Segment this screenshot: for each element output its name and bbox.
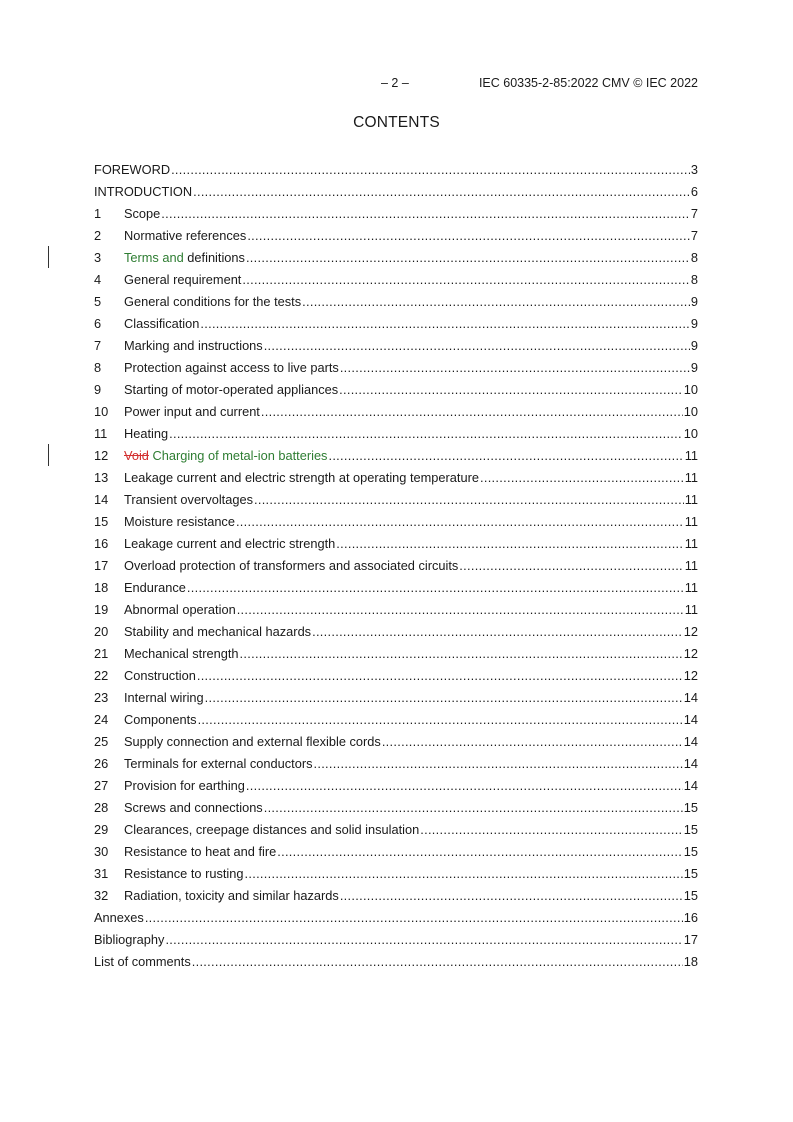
inserted-text: Charging of metal-ion batteries: [148, 447, 328, 463]
toc-entry-page: 14: [683, 689, 698, 705]
dot-leader: [192, 954, 683, 969]
toc-entry-title: Construction: [124, 667, 196, 683]
toc-entry-page: 7: [690, 227, 698, 243]
change-bar: [48, 246, 49, 268]
toc-entry-page: 15: [683, 865, 698, 881]
toc-entry-page: 11: [684, 447, 698, 463]
change-bar: [48, 444, 49, 466]
toc-entry-title: Transient overvoltages: [124, 491, 253, 507]
toc-entry-title: Radiation, toxicity and similar hazards: [124, 887, 339, 903]
dot-leader: [313, 756, 682, 771]
toc-entry-title: General conditions for the tests: [124, 293, 302, 309]
toc-entry-number: 25: [94, 733, 109, 749]
toc-entry-page: 8: [690, 249, 698, 265]
toc-entry-title: Moisture resistance: [124, 513, 235, 529]
dot-leader: [312, 624, 683, 639]
toc-entry[interactable]: [94, 774, 698, 796]
toc-entry-page: 9: [690, 359, 698, 375]
toc-entry-number: 28: [94, 799, 109, 815]
toc-entry-title: Supply connection and external flexible cords: [124, 733, 381, 749]
dot-leader: [340, 360, 690, 375]
toc-entry[interactable]: [94, 532, 698, 554]
toc-entry-page: 11: [684, 579, 698, 595]
toc-entry-number: 18: [94, 579, 109, 595]
dot-leader: [261, 404, 683, 419]
toc-entry-page: 9: [690, 337, 698, 353]
toc-entry-number: 7: [94, 337, 102, 353]
toc-entry[interactable]: [94, 158, 698, 180]
toc-entry[interactable]: [94, 664, 698, 686]
dot-leader: [340, 888, 683, 903]
toc-entry[interactable]: [94, 708, 698, 730]
toc-entry-title: Stability and mechanical hazards: [124, 623, 312, 639]
toc-entry[interactable]: [94, 312, 698, 334]
toc-entry-number: 24: [94, 711, 109, 727]
toc-entry-title: [124, 448, 327, 463]
toc-entry-number: 17: [94, 557, 109, 573]
dot-leader: [242, 272, 690, 287]
toc-entry[interactable]: [94, 818, 698, 840]
toc-entry-page: 11: [684, 557, 698, 573]
toc-entry-number: 21: [94, 645, 109, 661]
toc-entry[interactable]: [94, 400, 698, 422]
toc-entry-title: Mechanical strength: [124, 645, 239, 661]
dot-leader: [193, 184, 690, 199]
toc-entry-page: 10: [683, 381, 698, 397]
toc-entry-number: 15: [94, 513, 109, 529]
toc-entry-number: 27: [94, 777, 109, 793]
toc-entry-title: Components: [124, 711, 197, 727]
toc-entry-page: 15: [683, 843, 698, 859]
toc-entry-number: 30: [94, 843, 109, 859]
dot-leader: [245, 866, 683, 881]
dot-leader: [161, 206, 690, 221]
toc-entry-page: 8: [690, 271, 698, 287]
toc-entry-title: Overload protection of transformers and associated circuits: [124, 557, 459, 573]
document-title: IEC 60335-2-85:2022 CMV © IEC 2022: [478, 76, 698, 90]
title-text: definitions: [183, 249, 245, 265]
toc-entry-page: 17: [683, 931, 698, 947]
toc-entry-number: 26: [94, 755, 109, 771]
page-header: [0, 76, 698, 92]
toc-entry[interactable]: [94, 730, 698, 752]
dot-leader: [169, 426, 683, 441]
toc-entry-page: 10: [683, 425, 698, 441]
dot-leader: [240, 646, 683, 661]
toc-entry[interactable]: [94, 686, 698, 708]
toc-entry[interactable]: [94, 598, 698, 620]
toc-entry-number: 23: [94, 689, 109, 705]
toc-entry[interactable]: [94, 268, 698, 290]
dot-leader: [382, 734, 683, 749]
toc-entry-page: 6: [690, 183, 698, 199]
toc-entry[interactable]: [94, 642, 698, 664]
dot-leader: [264, 338, 690, 353]
toc-entry-number: 29: [94, 821, 109, 837]
toc-entry[interactable]: [94, 246, 698, 268]
toc-entry-number: 9: [94, 381, 102, 397]
dot-leader: [171, 162, 690, 177]
toc-entry-page: 15: [683, 887, 698, 903]
toc-entry-title: Endurance: [124, 579, 186, 595]
table-of-contents: [94, 158, 698, 972]
toc-entry[interactable]: [94, 906, 698, 928]
toc-entry[interactable]: [94, 510, 698, 532]
toc-entry-title: Protection against access to live parts: [124, 359, 339, 375]
dot-leader: [246, 778, 683, 793]
toc-entry-title: Resistance to heat and fire: [124, 843, 277, 859]
dot-leader: [165, 932, 682, 947]
toc-entry-page: 10: [683, 403, 698, 419]
toc-entry-page: 12: [683, 623, 698, 639]
toc-entry-page: 18: [683, 953, 698, 969]
toc-entry[interactable]: [94, 466, 698, 488]
toc-entry[interactable]: [94, 840, 698, 862]
dot-leader: [339, 382, 683, 397]
deleted-text: Void: [124, 447, 149, 463]
dot-leader: [328, 448, 683, 463]
dot-leader: [247, 228, 690, 243]
toc-entry-number: 12: [94, 447, 109, 463]
toc-entry-title: Classification: [124, 315, 200, 331]
dot-leader: [237, 602, 684, 617]
toc-entry-number: 32: [94, 887, 109, 903]
toc-entry[interactable]: [94, 202, 698, 224]
dot-leader: [198, 712, 683, 727]
toc-entry[interactable]: [94, 554, 698, 576]
toc-entry-page: 9: [690, 293, 698, 309]
toc-entry[interactable]: [94, 928, 698, 950]
toc-entry[interactable]: [94, 444, 698, 466]
toc-entry[interactable]: [94, 884, 698, 906]
dot-leader: [205, 690, 683, 705]
toc-entry-title: Normative references: [124, 227, 247, 243]
toc-entry-number: 6: [94, 315, 102, 331]
toc-entry-page: 14: [683, 733, 698, 749]
toc-entry-page: 7: [690, 205, 698, 221]
toc-entry[interactable]: [94, 752, 698, 774]
toc-entry[interactable]: [94, 488, 698, 510]
toc-entry-title: Heating: [124, 425, 169, 441]
dot-leader: [336, 536, 683, 551]
toc-entry-number: 16: [94, 535, 109, 551]
toc-entry-page: 3: [690, 161, 698, 177]
toc-entry-page: 11: [684, 535, 698, 551]
toc-entry[interactable]: [94, 334, 698, 356]
dot-leader: [200, 316, 689, 331]
toc-entry-page: 11: [684, 601, 698, 617]
dot-leader: [246, 250, 690, 265]
toc-entry[interactable]: [94, 796, 698, 818]
toc-entry-title: Provision for earthing: [124, 777, 245, 793]
toc-entry-title: Internal wiring: [124, 689, 204, 705]
toc-entry-page: 9: [690, 315, 698, 331]
toc-entry-number: 20: [94, 623, 109, 639]
page-number: – 2 –: [381, 76, 409, 90]
toc-entry-number: 4: [94, 271, 102, 287]
toc-entry-number: 10: [94, 403, 109, 419]
toc-entry[interactable]: [94, 290, 698, 312]
toc-entry-title: Marking and instructions: [124, 337, 263, 353]
toc-entry-number: 2: [94, 227, 102, 243]
toc-entry-page: 11: [684, 513, 698, 529]
toc-entry[interactable]: [94, 576, 698, 598]
toc-entry-title: Annexes: [94, 909, 144, 925]
toc-entry-title: Leakage current and electric strength: [124, 535, 336, 551]
toc-entry-title: Bibliography: [94, 931, 165, 947]
dot-leader: [145, 910, 683, 925]
dot-leader: [480, 470, 684, 485]
toc-entry[interactable]: [94, 620, 698, 642]
toc-entry-title: Abnormal operation: [124, 601, 236, 617]
toc-entry[interactable]: [94, 378, 698, 400]
toc-entry-number: 14: [94, 491, 109, 507]
dot-leader: [254, 492, 684, 507]
dot-leader: [264, 800, 683, 815]
toc-entry-page: 12: [683, 667, 698, 683]
toc-entry-page: 14: [683, 755, 698, 771]
toc-entry-title: Power input and current: [124, 403, 260, 419]
toc-entry-title: List of comments: [94, 953, 191, 969]
toc-entry[interactable]: [94, 224, 698, 246]
toc-entry-page: 11: [684, 491, 698, 507]
contents-heading: CONTENTS: [353, 114, 440, 131]
toc-entry-number: 13: [94, 469, 109, 485]
toc-entry-page: 14: [683, 777, 698, 793]
dot-leader: [459, 558, 683, 573]
toc-entry-title: Scope: [124, 205, 161, 221]
dot-leader: [187, 580, 684, 595]
inserted-text: Terms and: [124, 249, 184, 265]
dot-leader: [420, 822, 683, 837]
toc-entry-number: 19: [94, 601, 109, 617]
toc-entry[interactable]: [94, 356, 698, 378]
toc-entry-title: Terminals for external conductors: [124, 755, 313, 771]
toc-entry[interactable]: [94, 180, 698, 202]
toc-entry-title: [124, 250, 245, 265]
toc-entry-title: Starting of motor-operated appliances: [124, 381, 339, 397]
toc-entry-title: General requirement: [124, 271, 242, 287]
toc-entry-number: 22: [94, 667, 109, 683]
dot-leader: [236, 514, 684, 529]
toc-entry-title: INTRODUCTION: [94, 183, 193, 199]
toc-entry-title: Leakage current and electric strength at operating temperature: [124, 469, 479, 485]
toc-entry-title: Clearances, creepage distances and solid insulation: [124, 821, 420, 837]
toc-entry-number: 11: [94, 425, 108, 441]
toc-entry-page: 14: [683, 711, 698, 727]
toc-entry-page: 11: [684, 469, 698, 485]
toc-entry-page: 15: [683, 821, 698, 837]
toc-entry[interactable]: [94, 422, 698, 444]
toc-entry-number: 31: [94, 865, 109, 881]
toc-entry-page: 12: [683, 645, 698, 661]
dot-leader: [302, 294, 690, 309]
toc-entry[interactable]: [94, 950, 698, 972]
toc-entry-number: 8: [94, 359, 102, 375]
toc-entry-page: 16: [683, 909, 698, 925]
toc-entry-page: 15: [683, 799, 698, 815]
dot-leader: [277, 844, 683, 859]
toc-entry-number: 1: [94, 205, 102, 221]
toc-entry[interactable]: [94, 862, 698, 884]
toc-entry-title: Screws and connections: [124, 799, 263, 815]
dot-leader: [197, 668, 683, 683]
toc-entry-title: FOREWORD: [94, 161, 171, 177]
toc-entry-number: 5: [94, 293, 102, 309]
toc-entry-number: 3: [94, 249, 102, 265]
toc-entry-title: Resistance to rusting: [124, 865, 244, 881]
